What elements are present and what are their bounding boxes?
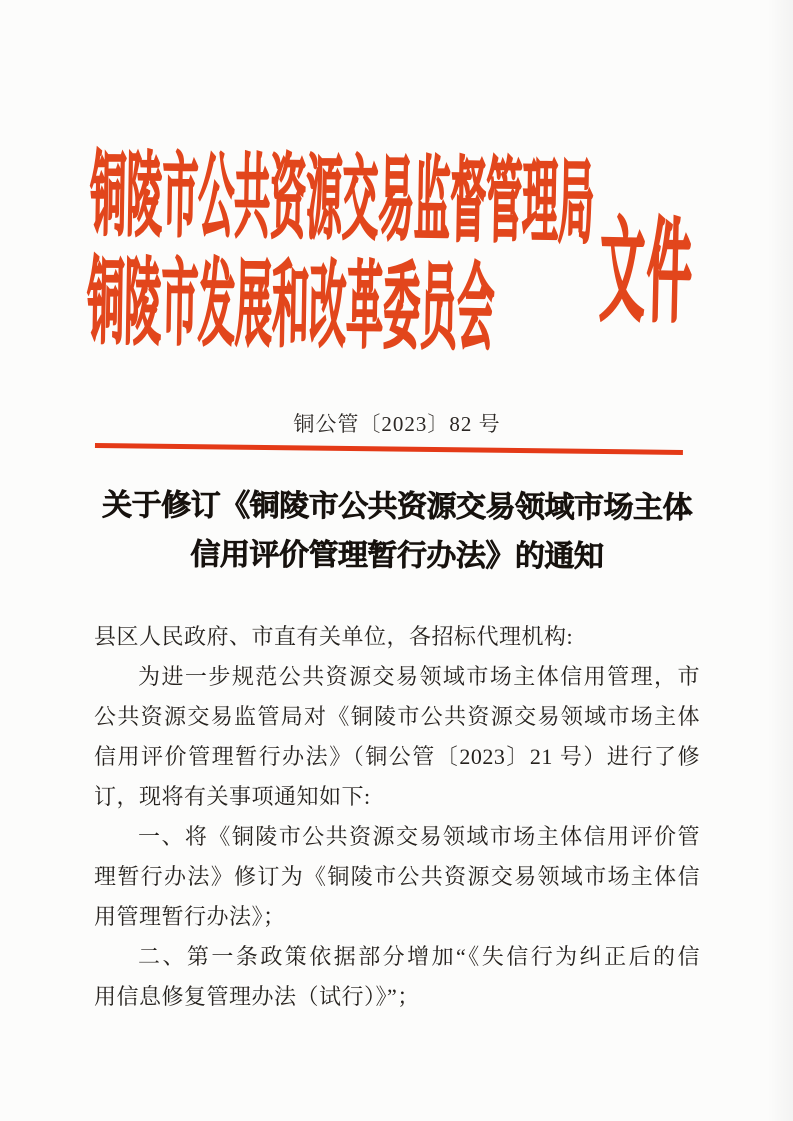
body-line-item-1: 一、将《铜陵市公共资源交易领域市场主体信用评价管 <box>138 824 700 849</box>
scan-edge-shadow <box>767 0 793 1121</box>
letterhead-doc-type-label: 文件 <box>598 209 696 337</box>
letterhead-agency-line-2: 铜陵市发展和改革委员会 <box>86 252 496 364</box>
document-body <box>94 617 700 1017</box>
document-title-line-1: 关于修订《铜陵市公共资源交易领域市场主体 <box>102 489 693 525</box>
body-line: 用信息修复管理办法（试行）》”； <box>94 984 420 1009</box>
letterhead-agency-line-1: 铜陵市公共资源交易监督管理局 <box>89 144 596 255</box>
body-line: 信用评价管理暂行办法》（铜公管〔2023〕21 号）进行了修 <box>94 744 700 769</box>
body-line: 理暂行办法》修订为《铜陵市公共资源交易领域市场主体信 <box>94 864 700 889</box>
body-line: 用管理暂行办法》； <box>94 904 286 929</box>
document-title-line-2: 信用评价管理暂行办法》的通知 <box>190 538 604 574</box>
red-divider-rule <box>95 443 683 455</box>
body-line: 订，现将有关事项通知如下: <box>94 784 371 809</box>
document-number: 铜公管〔2023〕82 号 <box>293 412 501 436</box>
body-line: 公共资源交易监管局对《铜陵市公共资源交易领域市场主体 <box>94 704 700 729</box>
document-title <box>94 481 700 582</box>
body-salutation-line: 县区人民政府、市直有关单位，各招标代理机构: <box>94 624 574 649</box>
body-line: 为进一步规范公共资源交易领域市场主体信用管理，市 <box>138 664 700 689</box>
body-line-item-2: 二、第一条政策依据部分增加“《失信行为纠正后的信 <box>138 944 700 969</box>
